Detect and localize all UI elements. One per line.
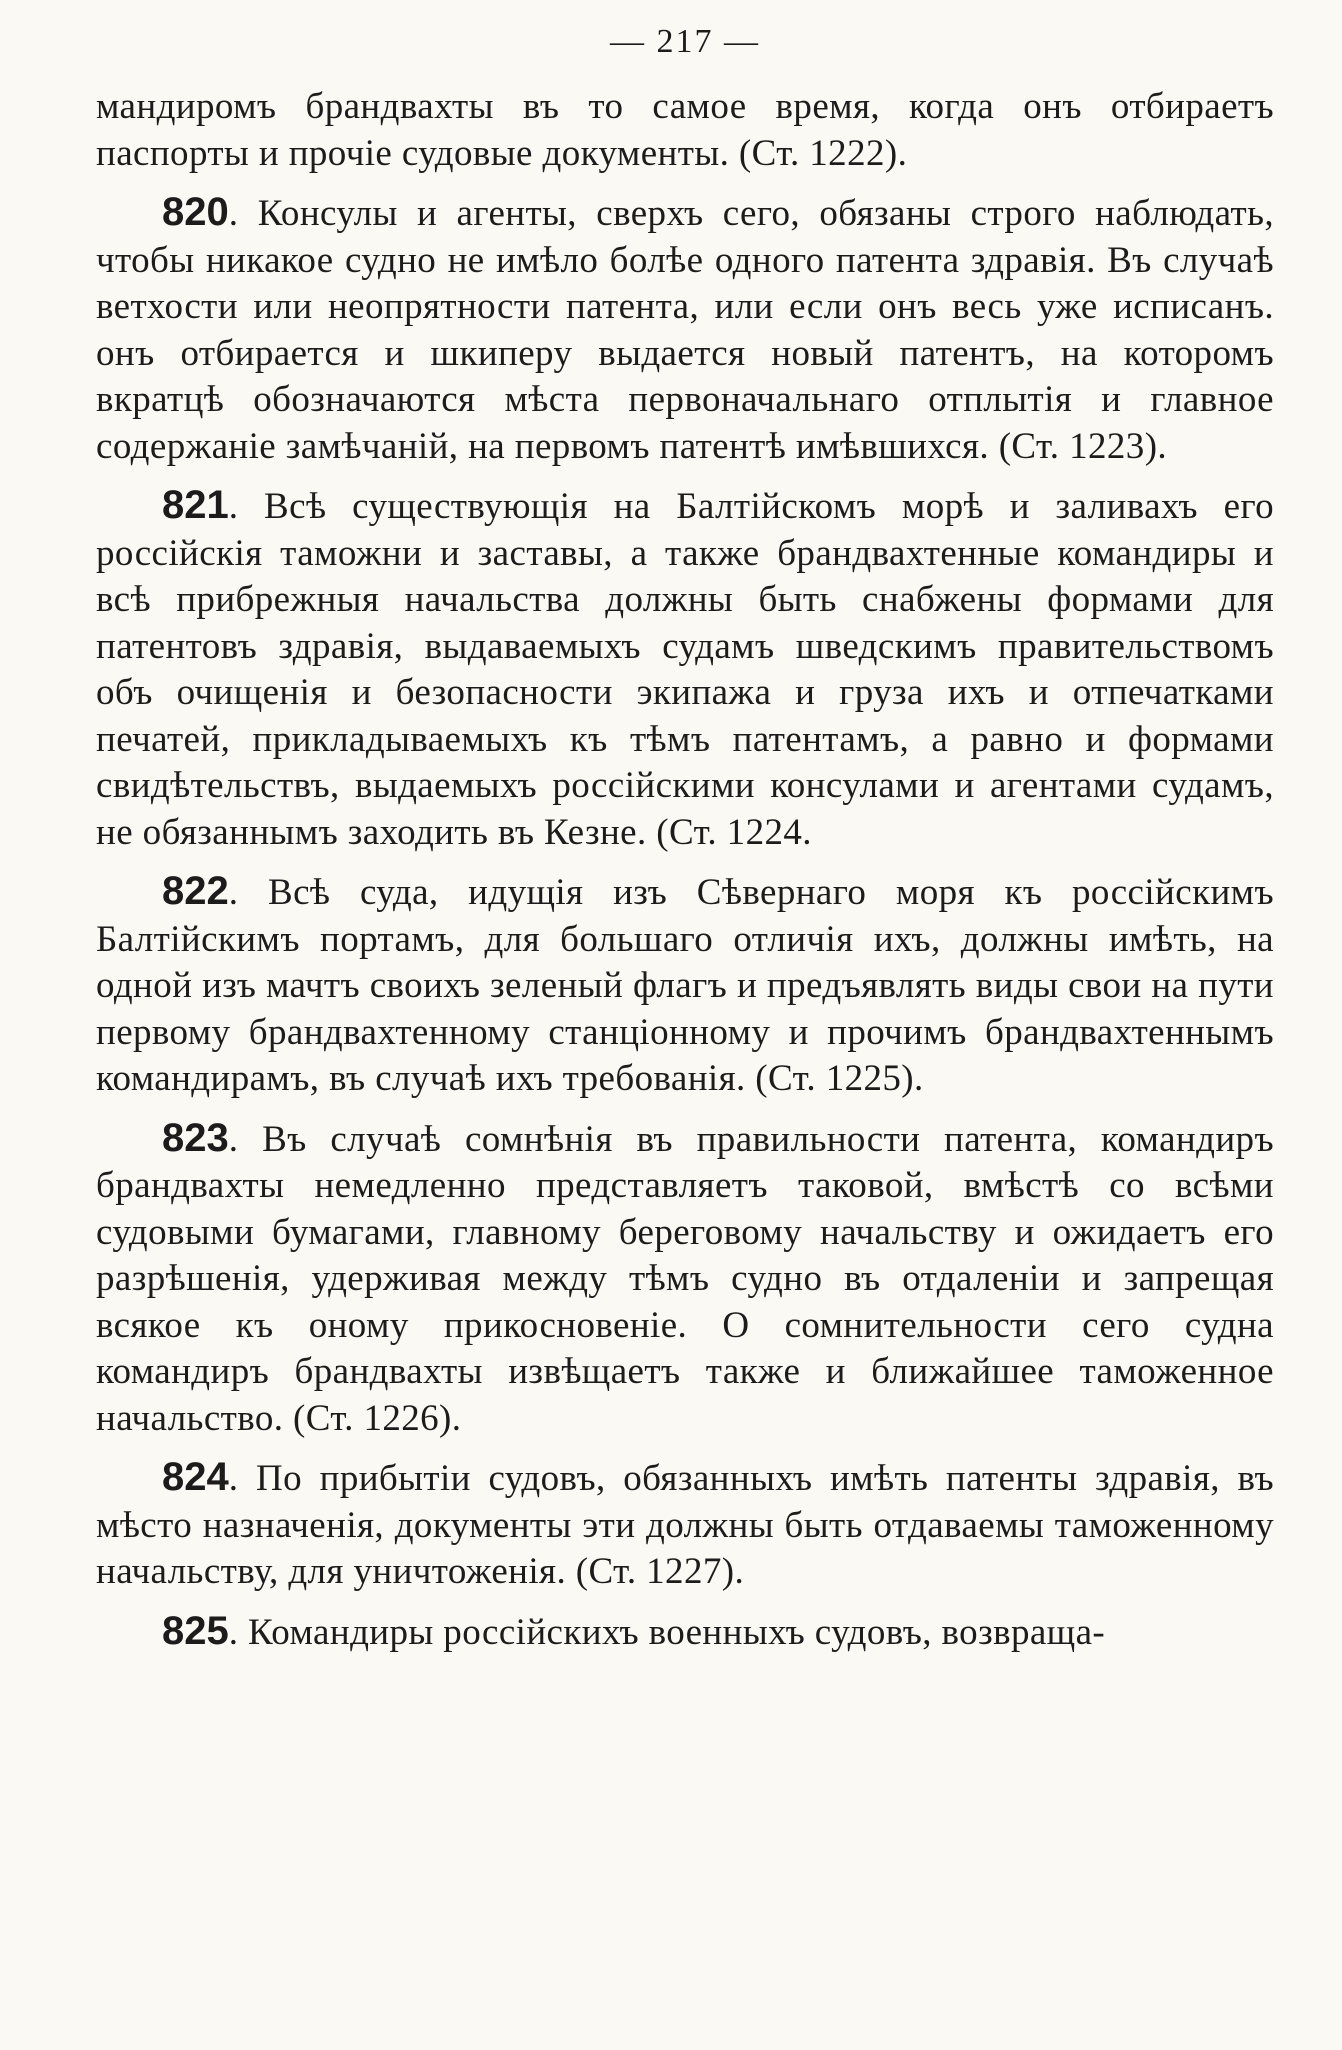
- article-number: 825: [162, 1608, 229, 1653]
- paragraph-text: . Въ случаѣ сомнѣнія въ правильности патента, командиръ брандвахты немедленно представляетъ таковой, вмѣстѣ со всѣми судовыми бумагами, главному береговому начальству и ожидаетъ его разрѣшенія, удерживая между тѣмъ судно въ отдаленіи и запрещая всякое къ оному прикосновеніе. О сомнительности сего судна командиръ брандвахты извѣщаетъ также и ближайшее таможенное начальство. (Ст. 1226).: [96, 1118, 1274, 1439]
- article-number: 824: [162, 1455, 229, 1499]
- article-number: 822: [162, 869, 229, 913]
- paragraph-continuation: [96, 84, 1274, 177]
- paragraph-text: . Всѣ суда, идущія изъ Сѣвернаго моря къ россійскимъ Балтійскимъ портамъ, для большаго отличія ихъ, должны имѣть, на одной изъ мачтъ своихъ зеленый флагъ и предъявлять виды свои на пути первому брандвахтенному станціонному и прочимъ брандвахтеннымъ командирамъ, въ случаѣ ихъ требованія. (Ст. 1225).: [96, 872, 1274, 1099]
- article-825: [96, 1608, 1274, 1657]
- book-page: [96, 0, 1274, 1668]
- article-number: 821: [162, 483, 229, 527]
- article-821: [96, 482, 1274, 856]
- paragraph-text: . По прибытіи судовъ, обязанныхъ имѣть патенты здравія, въ мѣсто назначенія, документы эти должны быть отдаваемы таможенному начальству, для уничтоженія. (Ст. 1227).: [96, 1458, 1274, 1592]
- article-number: 820: [162, 190, 229, 234]
- article-number: 823: [162, 1115, 229, 1160]
- paragraph-text: . Консулы и агенты, сверхъ сего, обязаны строго наблюдать, чтобы никакое судно не имѣло болѣе одного патента здравія. Въ случаѣ ветхости или неопрятности патента, или если онъ весь уже исписанъ. онъ отбирается и шкиперу выдается новый патентъ, на которомъ вкратцѣ обозначаются мѣста первоначальнаго отплытія и главное содержаніе замѣчаній, на первомъ патентѣ имѣвшихся. (Ст. 1223).: [96, 193, 1274, 467]
- page-number: — 217 —: [610, 23, 760, 60]
- article-823: [96, 1115, 1274, 1443]
- paragraph-text: . Всѣ существующія на Балтійскомъ морѣ и заливахъ его россійскія таможни и заставы, а также брандвахтенные командиры и всѣ прибрежныя начальства должны быть снабжены формами для патентовъ здравія, выдаваемыхъ судамъ шведскимъ правительствомъ объ очищенія и безопасности экипажа и груза ихъ и отпечатками печатей, прикладываемыхъ къ тѣмъ патентамъ, а равно и формами свидѣтельствъ, выдаемыхъ россійскими консулами и агентами судамъ, не обязаннымъ заходить въ Кезне. (Ст. 1224.: [96, 486, 1274, 853]
- paragraph-text: мандиромъ брандвахты въ то самое время, когда онъ отбираетъ паспорты и прочіе судовые документы. (Ст. 1222).: [96, 86, 1274, 174]
- paragraph-text: . Командиры россійскихъ военныхъ судовъ, возвраща-: [228, 1611, 1106, 1653]
- article-822: [96, 868, 1274, 1103]
- page-body: [96, 84, 1274, 1656]
- article-824: [96, 1454, 1274, 1596]
- article-820: [96, 189, 1274, 470]
